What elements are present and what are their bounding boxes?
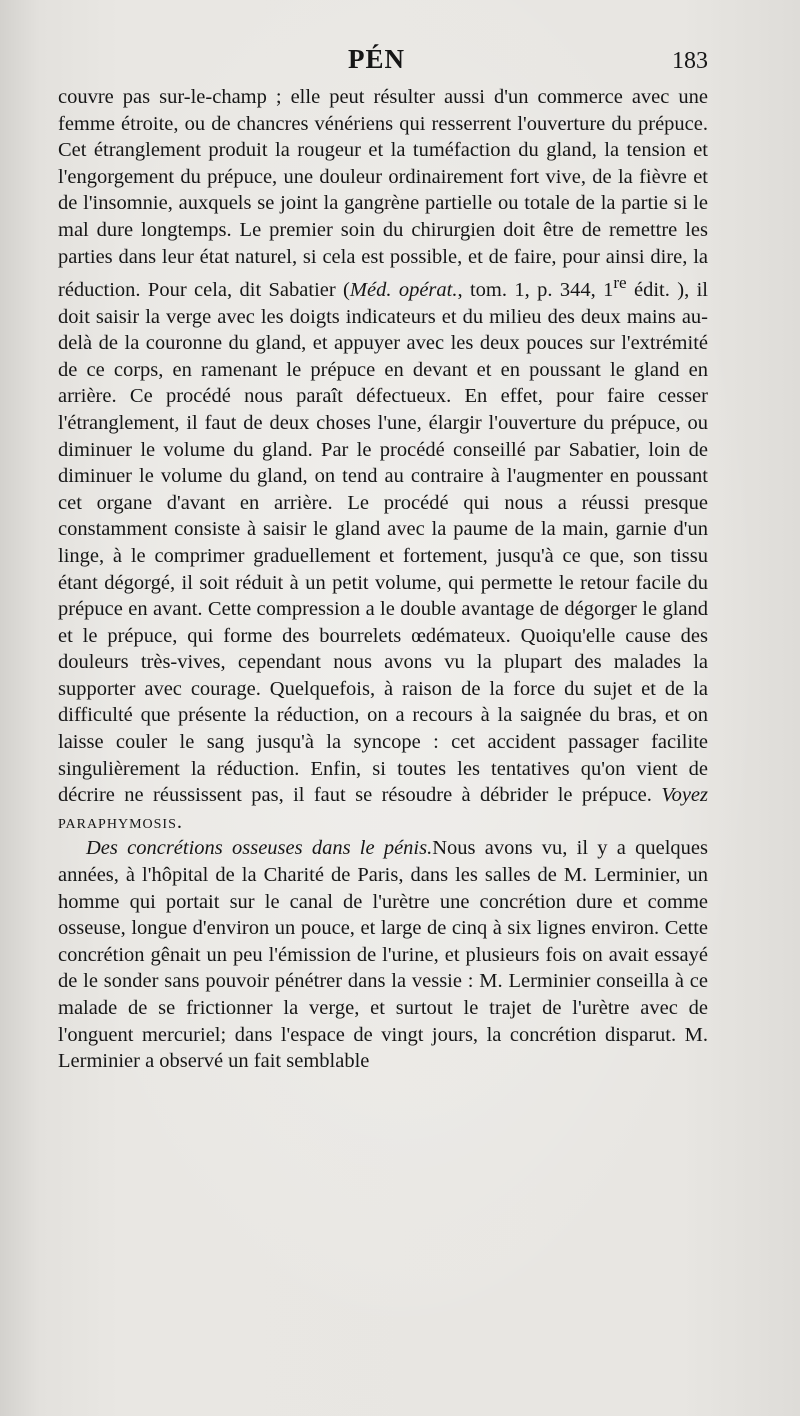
running-head: PÉN	[348, 44, 405, 74]
paragraph-phimosis-treatment	[58, 84, 708, 835]
see-also-label: Voyez	[661, 784, 708, 807]
body-text	[58, 84, 708, 1075]
paragraph-text: Nous avons vu, il y a quelques années, à l'hôpital de la Charité de Paris, dans les salles de M. Lerminier, un homme qui portait sur le canal de l'urètre une concrétion dure et comme osseuse, longue d'environ un pouce, et large de cinq à six lignes environ. Cette concrétion gênait un peu l'émission de l'urine, et plusieurs fois on avait essayé de le sonder sans pouvoir pénétrer dans la vessie : M. Lerminier conseilla à ce malade de se frictionner la verge, et surtout le trajet de l'urètre avec de l'onguent mercuriel; dans l'espace de vingt jours, la concrétion disparut. M. Lerminier a observé un fait semblable	[58, 837, 708, 1073]
section-heading: Des concrétions osseuses dans le pénis.	[86, 837, 433, 860]
cross-reference: paraphymosis	[58, 810, 177, 833]
bibliographic-reference: Méd. opérat.	[349, 278, 458, 301]
paragraph-text: couvre pas sur-le-champ ; elle peut résulter aussi d'un commerce avec une femme étroite, ou de chancres vénériens qui resserrent l'ouverture du prépuce. Cet étranglement produit la rougeur et la tuméfaction du gland, la tension et l'engorgement du prépuce, une douleur ordinairement fort vive, de la fièvre et de l'insomnie, auxquels se joint la gangrène partielle ou totale de la partie si le mal dure longtemps. Le premier soin du chirurgien doit être de remettre les parties dans leur état naturel, si cela est possible, et de faire, pour ainsi dire, la réduction. Pour cela, dit Sabatier (	[58, 86, 708, 301]
edition-superscript: re	[613, 273, 627, 293]
page-number: 183	[672, 48, 708, 74]
page-header	[58, 44, 708, 84]
paragraph-end: .	[176, 810, 182, 833]
paragraph-text: , tom. 1, p. 344, 1	[457, 278, 614, 301]
paragraph-osseous-concretions	[58, 835, 708, 1074]
paragraph-text: édit. ), il doit saisir la verge avec les doigts indicateurs et du milieu des deux mains au-delà de la couronne du gland, et appuyer avec les deux pouces sur l'extrémité de ce corps, en ramenant le prépuce en devant et en poussant le gland en arrière. Ce procédé nous paraît défectueux. En effet, pour faire cesser l'étranglement, il faut de deux choses l'une, élargir l'ouverture du prépuce, ou diminuer le volume du gland. Par le procédé conseillé par Sabatier, loin de diminuer le volume du gland, on tend au contraire à l'augmenter en poussant cet organe d'avant en arrière. Le procédé qui nous a réussi presque constamment consiste à saisir le gland avec la paume de la main, garnie d'un linge, à le comprimer graduellement et fortement, jusqu'à ce que, son tissu étant dégorgé, il soit réduit à un petit volume, qui permette le retour facile du prépuce en avant. Cette compression a le double avantage de dégorger le gland et le prépuce, qui forme des bourrelets œdémateux. Quoiqu'elle cause des douleurs très-vives, cependant nous avons vu la plupart des malades la supporter avec courage. Quelquefois, à raison de la force du sujet et de la difficulté que présente la réduction, on a recours à la saignée du bras, et on laisse couler le sang jusqu'à la syncope : cet accident passager facilite singulièrement la réduction. Enfin, si toutes les tentatives qu'on vient de décrire ne réussissent pas, il faut se résoudre à débrider le prépuce.	[58, 278, 708, 807]
